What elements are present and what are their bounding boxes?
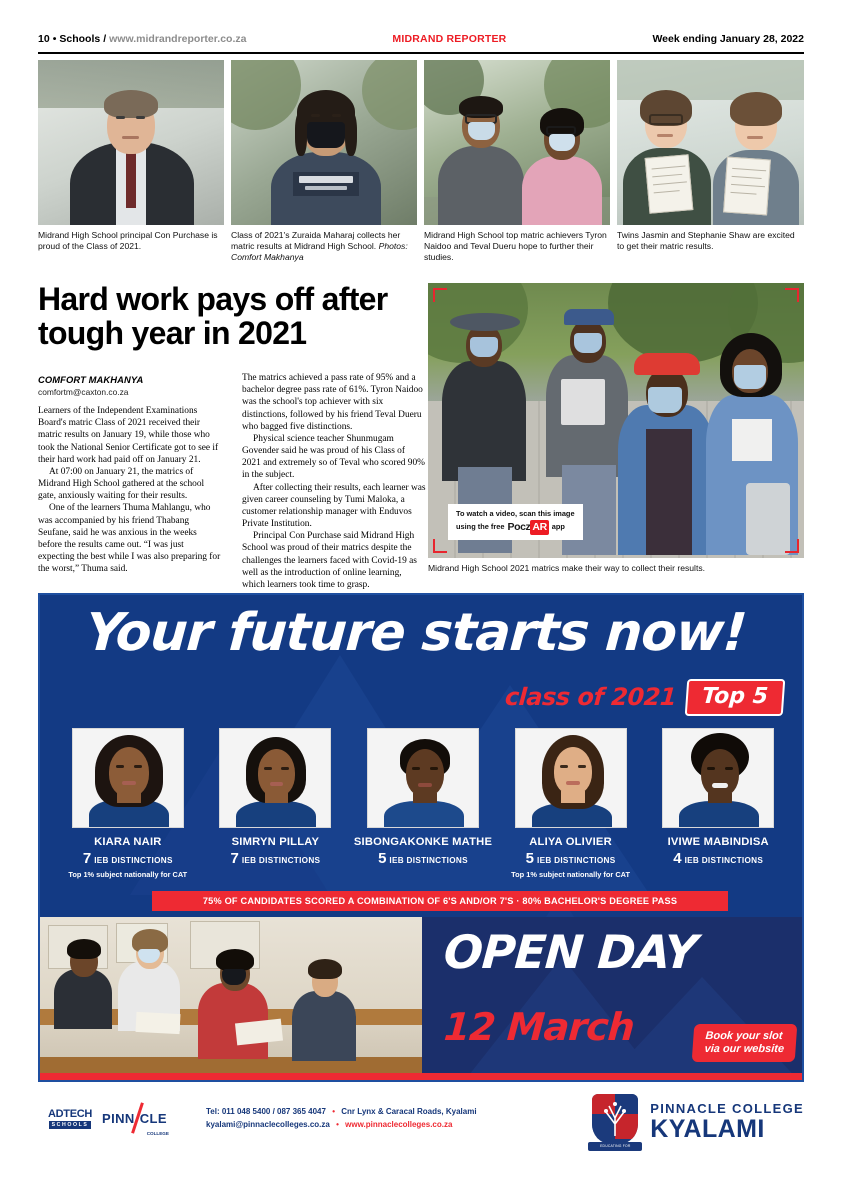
student-note: Top 1% subject nationally for CAT [511,870,630,879]
byline-author: COMFORT MAKHANYA [38,374,144,385]
masthead-url[interactable]: www.midrandreporter.co.za [109,33,247,45]
footer-logos [48,1102,167,1134]
college-name-line2: KYALAMI [650,1115,765,1143]
telephone[interactable]: Tel: 011 048 5400 / 087 365 4047 [206,1107,326,1116]
distinction-count: 7 [82,850,92,867]
article-paragraph: Principal Con Purchase said Midrand High School was proud of their matrics despite the challenges the learners faced with Covid-19 as well as the introduction of online learning, which learners took time to grasp. [242,531,417,590]
student-photo [515,728,627,828]
ad-open-day [422,917,804,1082]
photo-strip [38,60,804,272]
contact-separator: • [332,1107,335,1116]
masthead-rule [38,52,804,54]
student-card [497,728,645,879]
ar-badge-line1: To watch a video, scan this image [456,509,575,519]
masthead-left [38,33,246,45]
masthead-slash: / [103,33,107,45]
distinction-label: IEB DISTINCTIONS [684,856,764,865]
article-paragraph: After collecting their results, each learner was given career counseling by Tumi Maloka, a customer relationship manager with Enduvos Private Institution. [242,482,426,530]
pinnacle-logo-part2: CLE [139,1110,167,1126]
photo-zuraida [231,60,417,225]
ad-footer [38,1094,804,1156]
student-distinctions [673,850,763,867]
distinction-count: 5 [525,850,534,867]
adtech-logo-text: ADTECH [48,1107,93,1120]
book-slot-cta[interactable] [691,1024,797,1062]
issue-date: Week ending January 28, 2022 [652,33,804,45]
pinnacle-logo-subtext: COLLEGE [146,1131,169,1136]
distinction-count: 4 [673,850,682,867]
ad-top5-badge: Top 5 [685,679,786,716]
student-name: ALIYA OLIVIER [529,836,612,848]
open-day-date: 12 March [442,1005,636,1049]
ar-marker-top-right-icon [785,288,799,302]
distinction-label: IEB DISTINCTIONS [537,856,616,865]
section-name: Schools [59,33,101,45]
main-photo [428,283,804,558]
website-url[interactable]: www.pinnaclecolleges.co.za [345,1120,453,1130]
distinction-label: IEB DISTINCTIONS [389,856,468,865]
main-photo-caption: Midrand High School 2021 matrics make their way to collect their results. [428,563,706,573]
adtech-logo-subtext: SCHOOLS [49,1121,92,1129]
student-card [202,728,350,879]
photo-twins [617,60,804,225]
open-day-title: OPEN DAY [442,925,699,979]
ar-marker-top-left-icon [433,288,447,302]
contact-details [206,1105,477,1131]
contact-line-1 [206,1105,477,1118]
student-photo [367,728,479,828]
student-distinctions [378,850,468,867]
distinction-label: IEB DISTINCTIONS [241,856,321,865]
ar-marker-bottom-left-icon [433,539,447,553]
ad-subline: class of 2021 [503,683,677,711]
college-crest-icon [592,1094,638,1157]
photo-caption: Midrand High School top matric achievers Tyron Naidoo and Teval Dueru hope to further their studies. [424,230,607,262]
student-photo [662,728,774,828]
article-paragraph: At 07:00 on January 21, the matrics of Midrand High School gathered at the school gate, anxiously waiting for their results. [38,466,205,502]
ar-badge-prefix: using the free [456,522,505,532]
publication-title: MIDRAND REPORTER [392,33,507,45]
student-distinctions [83,850,173,867]
student-photo [219,728,331,828]
college-name-line1: PINNACLE COLLEGE [650,1101,804,1116]
photo-caption: Twins Jasmin and Stephanie Shaw are excited to get their matric results. [617,230,795,251]
page-title: Hard work pays off after tough year in 2021 [38,281,388,351]
crest-motto: EDUCATING FOR SIGNIFICANCE [588,1142,642,1151]
masthead-bullet: • [52,33,57,45]
article-column-2 [242,372,426,591]
ar-badge-line2 [456,520,575,535]
address: Cnr Lynx & Caracal Roads, Kyalami [341,1107,477,1116]
ad-bottom-stripe [40,1073,804,1080]
photo-cell-twins [617,60,804,252]
ad-student-list [54,728,792,879]
ar-scan-badge [448,504,583,540]
page-number: 10 [38,33,50,45]
student-card [349,728,497,879]
advertisement[interactable] [38,593,804,1082]
contact-line-2 [206,1118,477,1131]
byline-email[interactable]: comfortm@caxton.co.za [38,387,129,397]
pinnacle-logo-part1: PINN [102,1110,135,1126]
student-name: IVIWE MABINDISA [667,836,769,848]
distinction-count: 5 [378,850,387,867]
ar-marker-bottom-right-icon [785,539,799,553]
ad-bottom-section [40,917,804,1082]
photo-principal [38,60,224,225]
student-card [54,728,202,879]
adtech-schools-logo [48,1108,92,1129]
pinnacle-college-branding [592,1094,804,1157]
student-name: KIARA NAIR [94,836,162,848]
article-paragraph: The matrics achieved a pass rate of 95% and a bachelor degree pass rate of 61%. Tyron Naidoo was the school's top achiever with six distinctions, followed by his friend Teval Dueru who bagged five distinctions. [242,373,423,432]
photo-top-achievers [424,60,610,225]
email-address[interactable]: kyalami@pinnaclecolleges.co.za [206,1120,330,1130]
poczar-logo-icon [507,520,548,535]
photo-caption: Midrand High School principal Con Purchase is proud of the Class of 2021. [38,230,218,251]
distinction-label: IEB DISTINCTIONS [94,856,173,865]
student-card [644,728,792,879]
photo-credit: Photos: Comfort Makhanya [231,241,408,262]
photo-cell-achievers [424,60,610,263]
pinnacle-logo [102,1102,167,1134]
article-paragraph: Physical science teacher Shunmugam Govender said he was proud of his Class of 2021 and extremely so of Teval who scored 90% in the subject. [242,433,425,481]
masthead [38,28,804,50]
student-distinctions [230,850,320,867]
student-distinctions [526,850,616,867]
article-paragraph: One of the learners Thuma Mahlangu, who was accompanied by his friend Thabang Seufane, said he was anxious in the weeks before the results came out. “I was just expecting the best while I was also preparing for the worst,” Thuma said. [38,503,221,575]
article-column-1 [38,405,222,575]
poczar-logo-part2: AR [530,520,548,535]
ar-badge-suffix: app [551,522,565,532]
photo-cell-principal [38,60,224,252]
student-name: SIBONGAKONKE MATHE [353,836,493,848]
photo-cell-zuraida [231,60,417,263]
student-name: SIMRYN PILLAY [231,836,320,848]
cta-line2: via our website [703,1043,784,1056]
ad-results-banner: 75% OF CANDIDATES SCORED A COMBINATION OF 6'S AND/OR 7'S · 80% BACHELOR'S DEGREE PASS [152,891,728,911]
student-note: Top 1% subject nationally for CAT [68,870,188,879]
contact-separator: • [336,1120,339,1130]
distinction-count: 7 [230,850,239,867]
byline [38,374,228,397]
ad-headline: Your future starts now! [83,603,749,663]
photo-caption-text: Class of 2021's Zuraida Maharaj collects her matric results at Midrand High School. [231,230,401,251]
cta-line1: Book your slot [704,1030,783,1043]
photo-caption [231,230,417,263]
ad-classroom-photo [40,917,422,1082]
college-name [650,1102,804,1142]
poczar-logo-part1: Pocz [507,520,531,533]
student-photo [72,728,184,828]
article-paragraph: Learners of the Independent Examinations Board's matric Class of 2021 received their matric results on January 19, while those who took the National Senior Certificate got to see if their hard work had paid off on January 21. [38,406,219,465]
